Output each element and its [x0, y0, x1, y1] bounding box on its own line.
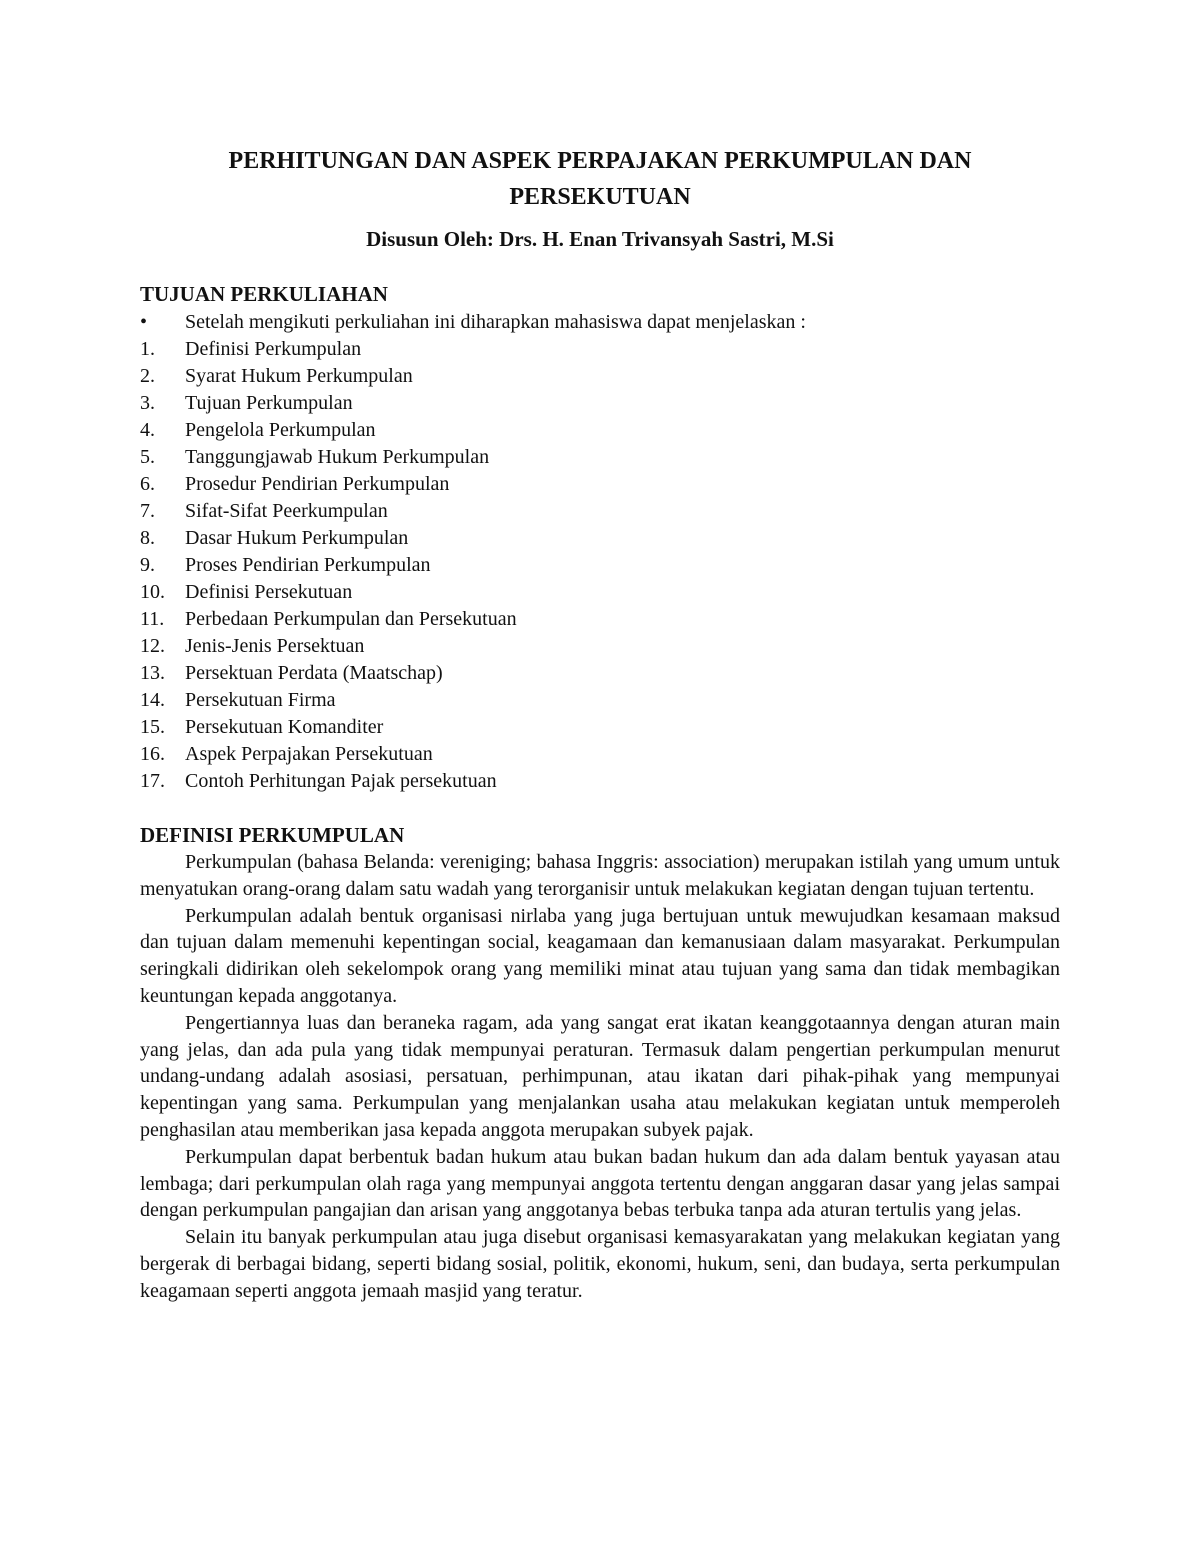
definition-body: [140, 849, 1060, 1305]
list-item-text: Aspek Perpajakan Persekutuan: [185, 743, 433, 765]
list-item: [140, 444, 806, 471]
author-line: Disusun Oleh: Drs. H. Enan Trivansyah Sastri, M.Si: [366, 227, 834, 251]
list-item-text: Tanggungjawab Hukum Perkumpulan: [185, 446, 490, 468]
paragraph: Pengertiannya luas dan beraneka ragam, ada yang sangat erat ikatan keanggotaannya dengan aturan main yang jelas, dan ada pula yang tidak mempunyai peraturan. Termasuk dalam pengertian perkumpulan menurut undang-undang adalah asosiasi, persatuan, perhimpunan, atau ikatan dari pihak-pihak yang mempunyai kepentingan yang sama. Perkumpulan yang menjalankan usaha atau melakukan kegiatan untuk memperoleh penghasilan atau memberikan jasa kepada anggota merupakan subyek pajak.: [140, 1011, 1060, 1141]
list-item: [140, 525, 806, 552]
list-item-number: 5.: [140, 446, 155, 468]
list-item: [140, 714, 806, 741]
list-item: [140, 417, 806, 444]
list-item: [140, 363, 806, 390]
paragraph: Perkumpulan dapat berbentuk badan hukum atau bukan badan hukum dan ada dalam bentuk yayasan atau lembaga; dari perkumpulan olah raga yang mempunyai anggota tertentu dengan anggaran dasar yang jelas sampai dengan perkumpulan pangajian dan arisan yang anggotanya bebas terbuka tanpa ada aturan tertulis yang jelas.: [140, 1145, 1060, 1222]
list-item-text: Pengelola Perkumpulan: [185, 419, 376, 441]
list-item-text: Definisi Persekutuan: [185, 581, 353, 603]
paragraph: Perkumpulan adalah bentuk organisasi nirlaba yang juga bertujuan untuk mewujudkan kesamaan maksud dan tujuan dalam memenuhi kepentingan social, keagamaan dan kemanusiaan dalam masyarakat. Perkumpulan seringkali didirikan oleh sekelompok orang yang memiliki minat atau tujuan yang sama dan tidak membagikan keuntungan kepada anggotanya.: [140, 904, 1060, 1007]
list-item: [140, 471, 806, 498]
list-item-number: 8.: [140, 527, 155, 549]
list-item-number: 7.: [140, 500, 155, 522]
list-item-number: 13.: [140, 662, 165, 684]
list-item-number: 2.: [140, 365, 155, 387]
list-item-number: 6.: [140, 473, 155, 495]
list-item: [140, 579, 806, 606]
document-title: PERHITUNGAN DAN ASPEK PERPAJAKAN PERKUMPULAN DAN PERSEKUTUAN: [228, 148, 972, 210]
list-item-text: Proses Pendirian Perkumpulan: [185, 554, 431, 576]
bullet-marker: •: [140, 311, 148, 333]
list-item-number: 11.: [140, 608, 165, 630]
paragraph: Perkumpulan (bahasa Belanda: vereniging; bahasa Inggris: association) merupakan istilah yang umum untuk menyatukan orang-orang dalam satu wadah yang terorganisir untuk melakukan kegiatan dengan tujuan tertentu.: [140, 851, 1060, 900]
list-item-text: Persekutuan Komanditer: [185, 716, 384, 738]
list-item-text: Dasar Hukum Perkumpulan: [185, 527, 409, 549]
list-item-text: Jenis-Jenis Persektuan: [185, 635, 365, 657]
list-item: [140, 741, 806, 768]
list-item-number: 9.: [140, 554, 155, 576]
list-item-number: 1.: [140, 338, 155, 360]
section-heading-tujuan: TUJUAN PERKULIAHAN: [140, 282, 388, 306]
list-item-text: Contoh Perhitungan Pajak persekutuan: [185, 770, 497, 792]
list-item: [140, 552, 806, 579]
list-item-text: Tujuan Perkumpulan: [185, 392, 353, 414]
list-item: [140, 633, 806, 660]
list-item-text: Prosedur Pendirian Perkumpulan: [185, 473, 450, 495]
list-item: [140, 660, 806, 687]
section-heading-definisi: DEFINISI PERKUMPULAN: [140, 823, 405, 847]
objectives-intro-text: Setelah mengikuti perkuliahan ini diharapkan mahasiswa dapat menjelaskan :: [185, 311, 806, 333]
list-item: [140, 336, 806, 363]
list-item-text: Persekutuan Firma: [185, 689, 336, 711]
list-item: [140, 768, 806, 795]
list-item: [140, 687, 806, 714]
list-item: [140, 498, 806, 525]
list-item-text: Definisi Perkumpulan: [185, 338, 362, 360]
list-item-number: 16.: [140, 743, 165, 765]
list-item-text: Persektuan Perdata (Maatschap): [185, 662, 443, 684]
list-item-number: 15.: [140, 716, 165, 738]
list-item-text: Perbedaan Perkumpulan dan Persekutuan: [185, 608, 517, 630]
list-item-number: 17.: [140, 770, 165, 792]
list-item-text: Syarat Hukum Perkumpulan: [185, 365, 413, 387]
list-item-number: 10.: [140, 581, 165, 603]
list-item: [140, 390, 806, 417]
objectives-list: [140, 309, 806, 795]
list-item-number: 3.: [140, 392, 155, 414]
list-item: [140, 606, 806, 633]
list-item-number: 4.: [140, 419, 155, 441]
list-item-text: Sifat-Sifat Peerkumpulan: [185, 500, 388, 522]
paragraph: Selain itu banyak perkumpulan atau juga disebut organisasi kemasyarakatan yang melakukan kegiatan yang bergerak di berbagai bidang, seperti bidang sosial, politik, ekonomi, hukum, seni, dan budaya, serta perkumpulan keagamaan seperti anggota jemaah masjid yang teratur.: [140, 1226, 1060, 1302]
list-item-number: 14.: [140, 689, 165, 711]
list-item-number: 12.: [140, 635, 165, 657]
objectives-intro: [140, 309, 806, 336]
